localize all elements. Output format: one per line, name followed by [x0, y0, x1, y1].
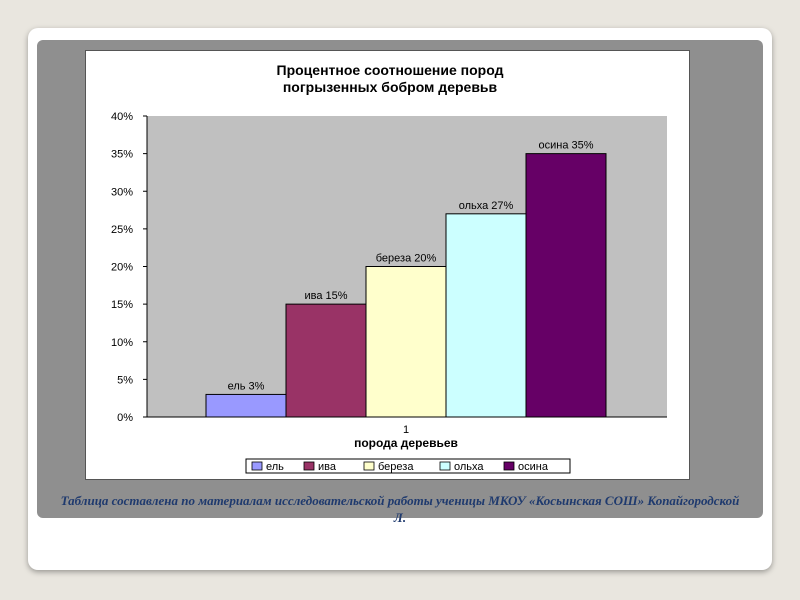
legend-label-береза: береза — [378, 461, 414, 473]
y-tick-label: 25% — [110, 223, 133, 236]
data-label-ель: ель 3% — [227, 380, 265, 393]
legend-label-ольха: ольха — [454, 461, 484, 473]
data-label-береза: береза 20% — [375, 252, 437, 265]
legend-label-ель: ель — [266, 461, 284, 473]
legend-swatch-ольха — [440, 462, 450, 470]
data-label-ива: ива 15% — [304, 290, 348, 303]
x-category-label: 1 — [402, 424, 410, 436]
data-label-ольха: ольха 27% — [458, 199, 514, 212]
y-tick-label: 35% — [110, 148, 133, 161]
bar-береза — [366, 267, 446, 418]
legend-label-осина: осина — [518, 461, 548, 473]
y-tick-label: 40% — [110, 111, 133, 123]
y-tick-label: 15% — [110, 299, 133, 312]
chart-title: Процентное соотношение пород погрызенных бобром деревьв — [276, 62, 504, 95]
y-tick-label: 0% — [117, 412, 133, 424]
legend-swatch-ива — [304, 462, 314, 470]
bar-ель — [206, 394, 286, 417]
bar-ива — [286, 304, 366, 417]
bar-осина — [526, 154, 606, 417]
legend-swatch-осина — [504, 462, 514, 470]
slide-caption: Таблица составлена по материалам исследовательской работы ученицы МКОУ «Косьинская СОШ» Копайгородской Л. — [60, 493, 740, 525]
y-tick-label: 5% — [117, 374, 133, 387]
data-label-осина: осина 35% — [538, 139, 594, 152]
y-tick-label: 30% — [110, 186, 133, 199]
legend-swatch-ель — [252, 462, 262, 470]
y-tick-label: 10% — [110, 336, 133, 349]
bar-ольха — [446, 214, 526, 417]
x-axis-title: порода деревьев — [354, 436, 458, 450]
legend-swatch-береза — [364, 462, 374, 470]
legend-label-ива: ива — [318, 461, 336, 473]
y-tick-label: 20% — [110, 261, 133, 274]
